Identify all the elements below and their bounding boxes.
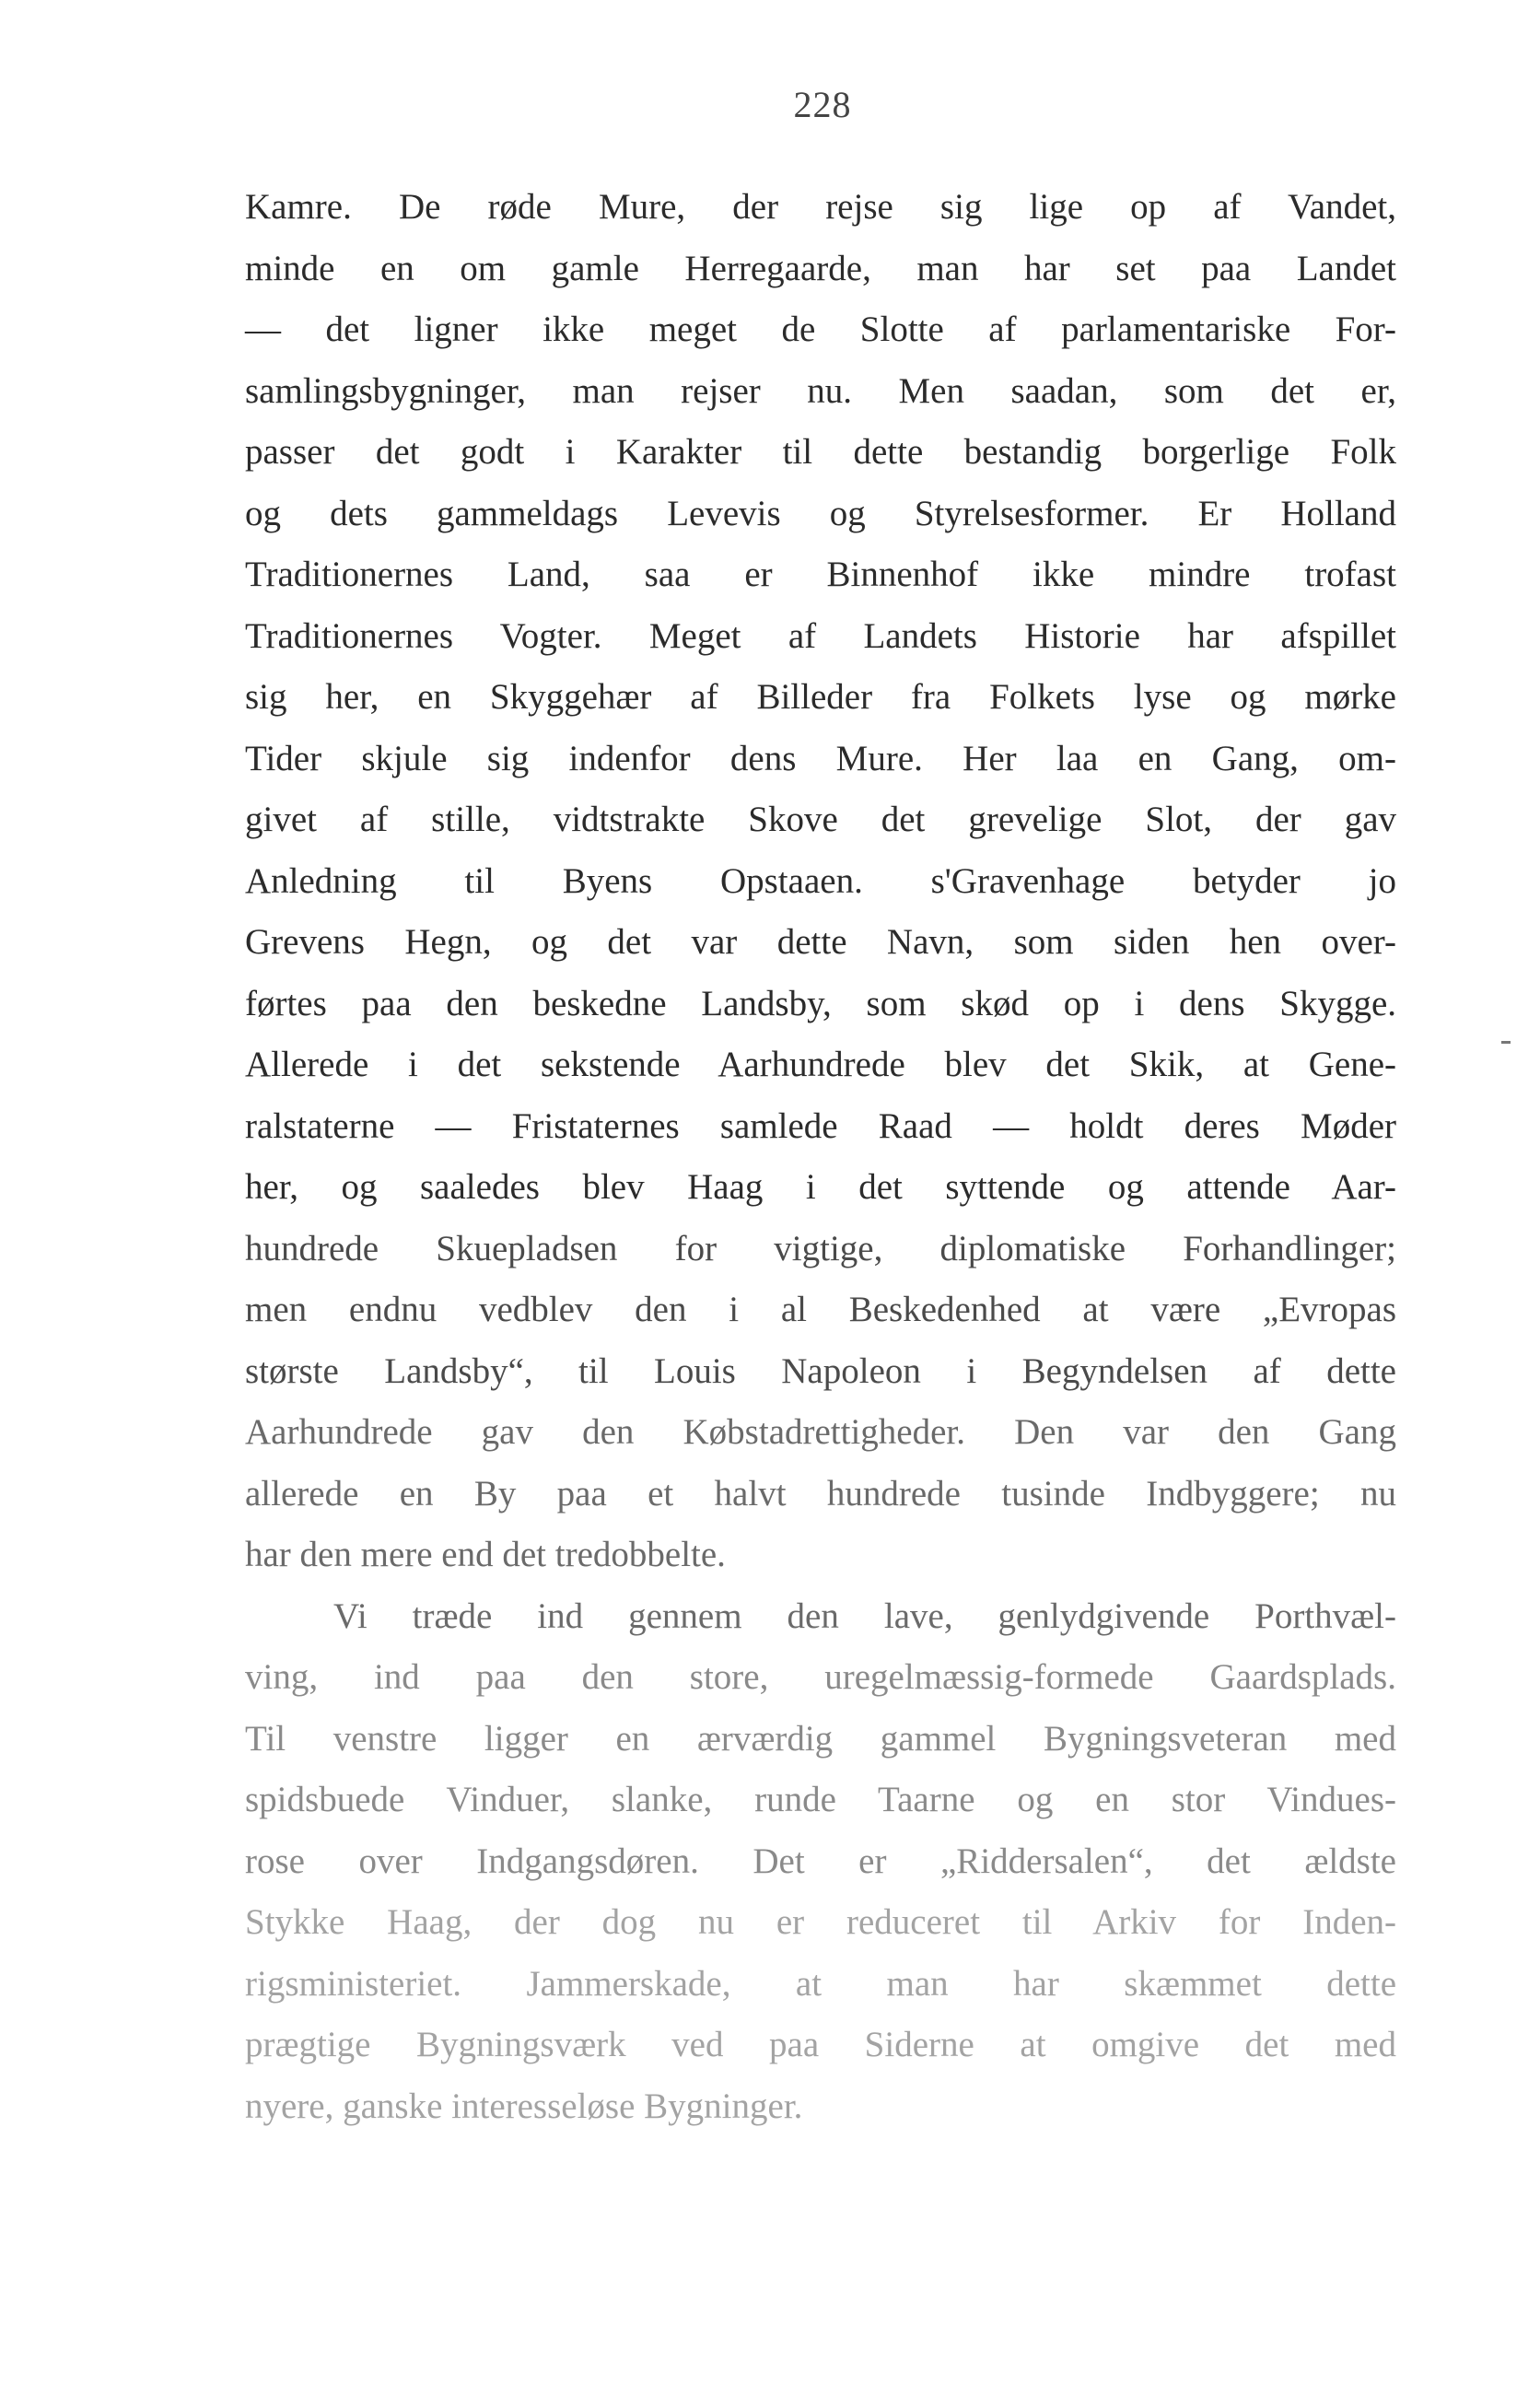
text-line: største Landsby“, til Louis Napoleon i Begyndelsen af dette (245, 1350, 1396, 1391)
text-line: sig her, en Skyggehær af Billeder fra Folkets lyse og mørke (245, 677, 1396, 717)
text-line: rigsministeriet. Jammerskade, at man har skæmmet dette (245, 1963, 1396, 2004)
text-line: — det ligner ikke meget de Slotte af parlamentariske For- (245, 310, 1396, 349)
text-line: spidsbuede Vinduer, slanke, runde Taarne og en stor Vindues- (245, 1780, 1396, 1819)
text-line: Grevens Hegn, og det var dette Navn, som siden hen over- (245, 922, 1396, 962)
text-line: ralstaterne — Fristaternes samlede Raad — holdt deres Møder (245, 1105, 1396, 1146)
text-line: har den mere end det tredobbelte. (245, 1535, 726, 1574)
text-line: Stykke Haag, der dog nu er reduceret til Arkiv for Inden- (245, 1902, 1396, 1942)
text-line: her, og saaledes blev Haag i det syttende og attende Aar- (245, 1167, 1396, 1207)
text-line: prægtige Bygningsværk ved paa Siderne at omgive det med (245, 2025, 1396, 2064)
text-line: rose over Indgangsdøren. Det er „Riddersalen“, det ældste (245, 1841, 1396, 1881)
text-line: Tider skjule sig indenfor dens Mure. Her laa en Gang, om- (245, 738, 1396, 778)
text-line: Til venstre ligger en ærværdig gammel Bygningsveteran med (245, 1718, 1396, 1759)
text-line: men endnu vedblev den i al Beskedenhed at være „Evropas (245, 1290, 1396, 1329)
page-number: 228 (793, 84, 852, 125)
text-line: og dets gammeldags Levevis og Styrelsesformer. Er Holland (245, 493, 1396, 533)
margin-mark (1501, 1041, 1511, 1044)
paragraph (245, 1586, 1396, 2138)
text-line: hundrede Skuepladsen for vigtige, diplomatiske Forhandlinger; (245, 1228, 1396, 1268)
text-line: allerede en By paa et halvt hundrede tusinde Indbyggere; nu (245, 1473, 1396, 1514)
text-line: Allerede i det sekstende Aarhundrede blev det Skik, at Gene- (245, 1045, 1396, 1084)
text-line: ving, ind paa den store, uregelmæssig-formede Gaardsplads. (245, 1657, 1396, 1697)
text-line: Kamre. De røde Mure, der rejse sig lige op af Vandet, (245, 187, 1396, 227)
text-line: Traditionernes Vogter. Meget af Landets Historie har afspillet (245, 615, 1396, 656)
text-line: passer det godt i Karakter til dette bestandig borgerlige Folk (245, 432, 1396, 472)
text-line: Traditionernes Land, saa er Binnenhof ikke mindre trofast (245, 555, 1396, 594)
text-line: samlingsbygninger, man rejser nu. Men saadan, som det er, (245, 370, 1396, 411)
body-text (245, 177, 1396, 2137)
text-line: Anledning til Byens Opstaaen. s'Gravenhage betyder jo (245, 860, 1396, 901)
text-line: Aarhundrede gav den Købstadrettigheder. Den var den Gang (245, 1412, 1396, 1452)
text-line: førtes paa den beskedne Landsby, som skød op i dens Skygge. (245, 983, 1396, 1023)
text-line: givet af stille, vidtstrakte Skove det grevelige Slot, der gav (245, 800, 1396, 839)
text-line: Vi træde ind gennem den lave, genlydgivende Porthvæl- (333, 1595, 1396, 1636)
text-line: nyere, ganske interesseløse Bygninger. (245, 2086, 803, 2126)
text-line: minde en om gamle Herregaarde, man har set paa Landet (245, 248, 1396, 288)
paragraph (245, 177, 1396, 1586)
